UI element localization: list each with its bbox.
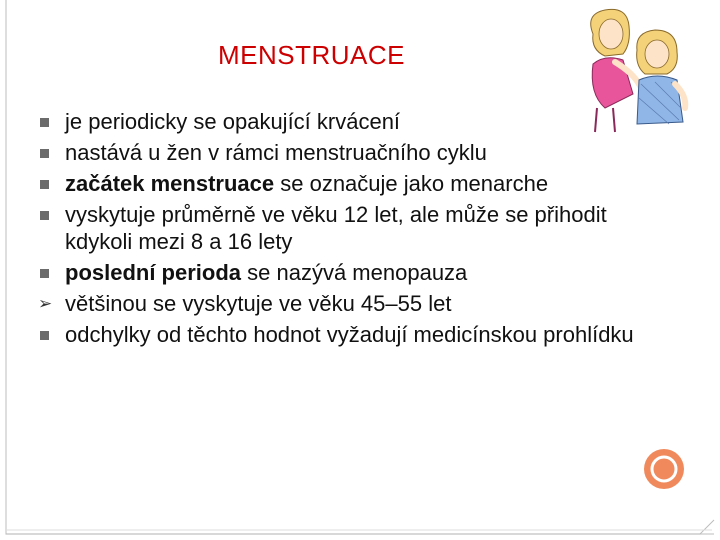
bullet-text: většinou se vyskytuje ve věku 45–55 let: [65, 291, 452, 316]
slide-title: MENSTRUACE: [218, 40, 406, 70]
bullet-text: je periodicky se opakující krvácení: [65, 109, 401, 134]
bullet-item: [40, 201, 680, 255]
bullet-item: [40, 108, 680, 135]
arrow-bullet-icon: ➢: [38, 294, 53, 313]
bullet-text: se označuje jako menarche: [274, 171, 549, 196]
bullet-item: [40, 139, 680, 166]
bullet-text: se nazývá menopauza: [241, 260, 468, 285]
bullet-text: odchylky od těchto hodnot vyžadují medicínskou prohlídku: [65, 322, 634, 347]
bullet-list: [40, 108, 680, 352]
bullet-item: [40, 259, 680, 286]
bullet-item: [40, 290, 680, 317]
bullet-text: vyskytuje průměrně ve věku 12 let, ale může se přihodit kdykoli mezi 8 a 16 lety: [65, 202, 607, 254]
square-bullet-icon: [40, 118, 49, 127]
square-bullet-icon: [40, 269, 49, 278]
orange-circle-decoration: [643, 448, 685, 490]
bullet-bold-text: poslední perioda: [65, 260, 242, 285]
bullet-text: nastává u žen v rámci menstruačního cyklu: [65, 140, 487, 165]
bullet-bold-text: začátek menstruace: [65, 171, 275, 196]
square-bullet-icon: [40, 180, 49, 189]
square-bullet-icon: [40, 211, 49, 220]
bullet-item: [40, 170, 680, 197]
bullet-item: [40, 321, 680, 348]
square-bullet-icon: [40, 331, 49, 340]
square-bullet-icon: [40, 149, 49, 158]
